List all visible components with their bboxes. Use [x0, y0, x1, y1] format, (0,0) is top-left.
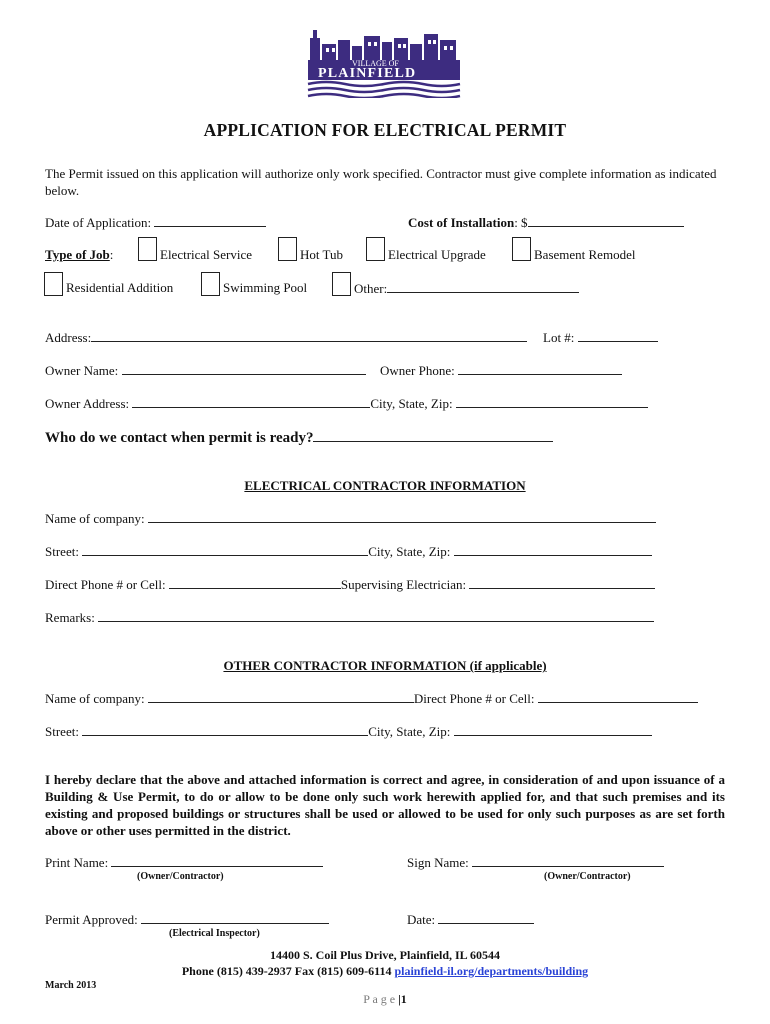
oc-street-row — [45, 723, 652, 740]
sign-name-caption: (Owner/Contractor) — [544, 871, 631, 882]
lot-field[interactable] — [578, 329, 658, 342]
sign-name-row — [407, 854, 664, 871]
ec-remarks-label: Remarks: — [45, 610, 95, 625]
ec-company-row — [45, 510, 656, 527]
address-field[interactable] — [91, 329, 527, 342]
oc-city-label: City, State, Zip: — [368, 724, 451, 739]
other-label: Other: — [354, 281, 388, 296]
contact-field[interactable] — [313, 427, 553, 442]
type-of-job — [45, 247, 113, 263]
owner-address-label: Owner Address: — [45, 396, 130, 411]
oc-street-field[interactable] — [82, 723, 368, 736]
footer-date: March 2013 — [45, 980, 97, 991]
oc-company-row — [45, 690, 698, 707]
electrical-service-label: Electrical Service — [160, 247, 253, 262]
residential-addition-label: Residential Addition — [66, 280, 174, 295]
oc-phone-label: Direct Phone # or Cell: — [413, 691, 535, 706]
ec-street-field[interactable] — [82, 543, 368, 556]
address-label: Address: — [45, 330, 92, 345]
date-of-application-field[interactable] — [154, 214, 266, 227]
print-name-label: Print Name: — [45, 855, 109, 870]
ec-company-label: Name of company: — [45, 511, 145, 526]
print-name-caption: (Owner/Contractor) — [137, 871, 224, 882]
owner-phone-field[interactable] — [458, 362, 622, 375]
ec-city-field[interactable] — [454, 543, 652, 556]
village-logo — [306, 26, 462, 98]
ec-company-field[interactable] — [148, 510, 656, 523]
owner-city-label: City, State, Zip: — [370, 396, 453, 411]
oc-city-field[interactable] — [454, 723, 652, 736]
contact-row — [45, 427, 553, 447]
ec-remarks-row — [45, 609, 654, 626]
checkbox-electrical-service[interactable] — [138, 237, 157, 261]
type-of-job-label: Type of Job — [45, 247, 110, 262]
page-label: P a g e — [363, 992, 396, 1006]
date-of-application-row — [45, 214, 266, 231]
date-label: Date: — [407, 912, 436, 927]
checkbox-basement-remodel[interactable] — [512, 237, 531, 261]
other-row — [354, 280, 579, 297]
footer-contact-row — [0, 964, 770, 979]
checkbox-swimming-pool[interactable] — [201, 272, 220, 296]
logo-name: PLAINFIELD — [318, 66, 417, 81]
page-number-row — [0, 992, 770, 1007]
footer-website-link[interactable]: plainfield-il.org/departments/building — [394, 964, 589, 978]
owner-address-row — [45, 395, 648, 412]
ec-street-label: Street: — [45, 544, 79, 559]
swimming-pool-label: Swimming Pool — [223, 280, 308, 295]
footer-phone-fax: Phone (815) 439-2937 Fax (815) 609-6114 — [181, 964, 392, 978]
ec-supervising-field[interactable] — [469, 576, 655, 589]
checkbox-electrical-upgrade[interactable] — [366, 237, 385, 261]
other-contractor-heading: OTHER CONTRACTOR INFORMATION (if applicable) — [223, 658, 547, 673]
owner-name-label: Owner Name: — [45, 363, 119, 378]
ec-remarks-field[interactable] — [98, 609, 654, 622]
page-separator: | — [398, 992, 401, 1006]
date-of-application-label: Date of Application: — [45, 215, 152, 230]
checkbox-hot-tub[interactable] — [278, 237, 297, 261]
ec-city-label: City, State, Zip: — [368, 544, 451, 559]
ec-phone-field[interactable] — [169, 576, 341, 589]
print-name-row — [45, 854, 323, 871]
logo-top-text: VILLAGE OF — [352, 59, 399, 68]
permit-approved-row — [45, 911, 329, 928]
ec-phone-row — [45, 576, 655, 593]
checkbox-residential-addition[interactable] — [44, 272, 63, 296]
sign-name-field[interactable] — [472, 854, 664, 867]
hot-tub-label: Hot Tub — [300, 247, 343, 262]
owner-address-field[interactable] — [132, 395, 370, 408]
inspector-caption: (Electrical Inspector) — [169, 928, 260, 939]
cost-suffix: : $ — [514, 215, 528, 230]
permit-approved-field[interactable] — [141, 911, 329, 924]
electrical-contractor-heading: ELECTRICAL CONTRACTOR INFORMATION — [244, 478, 526, 493]
page-title: APPLICATION FOR ELECTRICAL PERMIT — [203, 120, 567, 140]
footer-address: 14400 S. Coil Plus Drive, Plainfield, IL 60544 — [269, 948, 500, 962]
ec-supervising-label: Supervising Electrician: — [340, 577, 467, 592]
oc-phone-field[interactable] — [538, 690, 698, 703]
address-row — [45, 329, 527, 346]
print-name-field[interactable] — [111, 854, 323, 867]
type-of-job-colon: : — [109, 247, 114, 262]
declaration-text: I hereby declare that the above and attached information is correct and agree, in consideration of and upon issuance of a Building & Use Permit, to do or allow to be done only such work herewith applied for, and that such premises and its existing and proposed buildings or structures shall be used or allowed to be used for only such purposes as are set forth above or other uses permitted in the district. — [45, 772, 725, 838]
cost-field[interactable] — [528, 214, 684, 227]
oc-company-field[interactable] — [148, 690, 414, 703]
owner-name-field[interactable] — [122, 362, 366, 375]
owner-phone-label: Owner Phone: — [380, 363, 455, 378]
date-field[interactable] — [438, 911, 534, 924]
electrical-upgrade-label: Electrical Upgrade — [388, 247, 486, 262]
ec-street-row — [45, 543, 652, 560]
page-number: 1 — [400, 992, 407, 1006]
permit-approved-label: Permit Approved: — [45, 912, 138, 927]
intro-text: The Permit issued on this application will authorize only work specified. Contractor must give complete information as indicated below. — [45, 166, 717, 198]
cost-label: Cost of Installation — [408, 215, 515, 230]
other-field[interactable] — [387, 280, 579, 293]
basement-remodel-label: Basement Remodel — [534, 247, 636, 262]
date-row — [407, 911, 534, 928]
contact-label: Who do we contact when permit is ready? — [45, 430, 314, 446]
oc-street-label: Street: — [45, 724, 79, 739]
owner-city-field[interactable] — [456, 395, 648, 408]
owner-name-row — [45, 362, 366, 379]
ec-phone-label: Direct Phone # or Cell: — [45, 577, 166, 592]
oc-company-label: Name of company: — [45, 691, 145, 706]
owner-phone-row — [380, 362, 622, 379]
sign-name-label: Sign Name: — [407, 855, 469, 870]
checkbox-other[interactable] — [332, 272, 351, 296]
lot-row — [543, 329, 658, 346]
cost-row — [408, 214, 684, 231]
lot-label: Lot #: — [543, 330, 575, 345]
